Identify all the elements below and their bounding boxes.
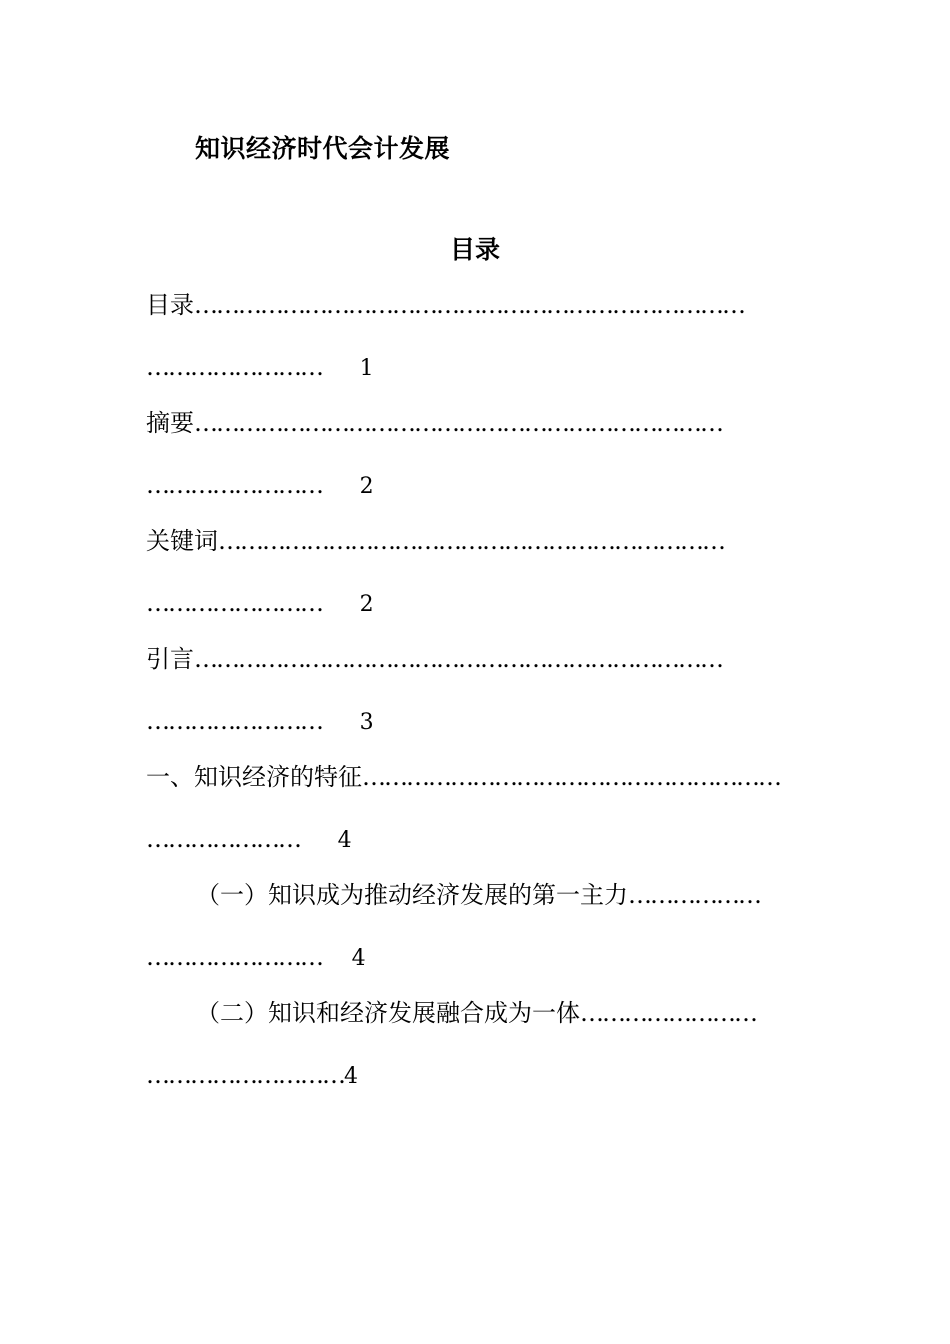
toc-leader: ………………………………………………… [362,763,780,791]
toc-leader: …………………… [146,353,322,381]
toc-page-number: 2 [359,474,374,499]
toc-leader: ……………… [628,881,760,909]
toc-entry-text: 摘要 [146,409,194,437]
toc-leader: ……………………… [146,1061,344,1089]
toc-entry[interactable] [146,283,816,401]
toc-leader: ………………… [146,825,300,853]
toc-page-number: 4 [344,1064,358,1089]
toc-leader: …………………… [146,943,322,971]
toc-page-number: 3 [359,710,374,735]
toc-leader: …………………… [146,589,322,617]
toc-entry-text: （二）知识和经济发展融合成为一体 [196,999,580,1027]
toc-page-number: 4 [337,828,352,853]
toc-leader: …………………………………………………………… [218,527,724,555]
toc-entry-text: （一）知识成为推动经济发展的第一主力 [196,881,628,909]
toc-leader: …………………… [146,471,322,499]
toc-entry-text: 引言 [146,645,194,673]
toc-entry[interactable] [146,991,816,1109]
toc-page-number: 4 [351,946,366,971]
toc-entry[interactable] [146,401,816,519]
toc-entry[interactable] [146,519,816,637]
toc-leader: ……………………………………………………………… [194,645,722,673]
toc-page-number: 2 [359,592,374,617]
toc-entry-text: 目录 [146,291,194,319]
toc-leader: ……………………………………………………………… [194,409,722,437]
toc-entry[interactable] [146,637,816,755]
toc-leader: …………………… [146,707,322,735]
toc-entry-text: 一、知识经济的特征 [146,763,362,791]
toc-entry-text: 关键词 [146,527,218,555]
toc-entry[interactable] [146,873,816,991]
toc-leader: …………………… [580,999,756,1027]
toc-entry[interactable] [146,755,816,873]
toc-heading: 目录 [449,235,500,264]
table-of-contents [146,283,816,1109]
toc-leader: ………………………………………………………………… [194,291,744,319]
toc-page-number: 1 [359,356,374,381]
document-title: 知识经济时代会计发展 [195,134,451,163]
